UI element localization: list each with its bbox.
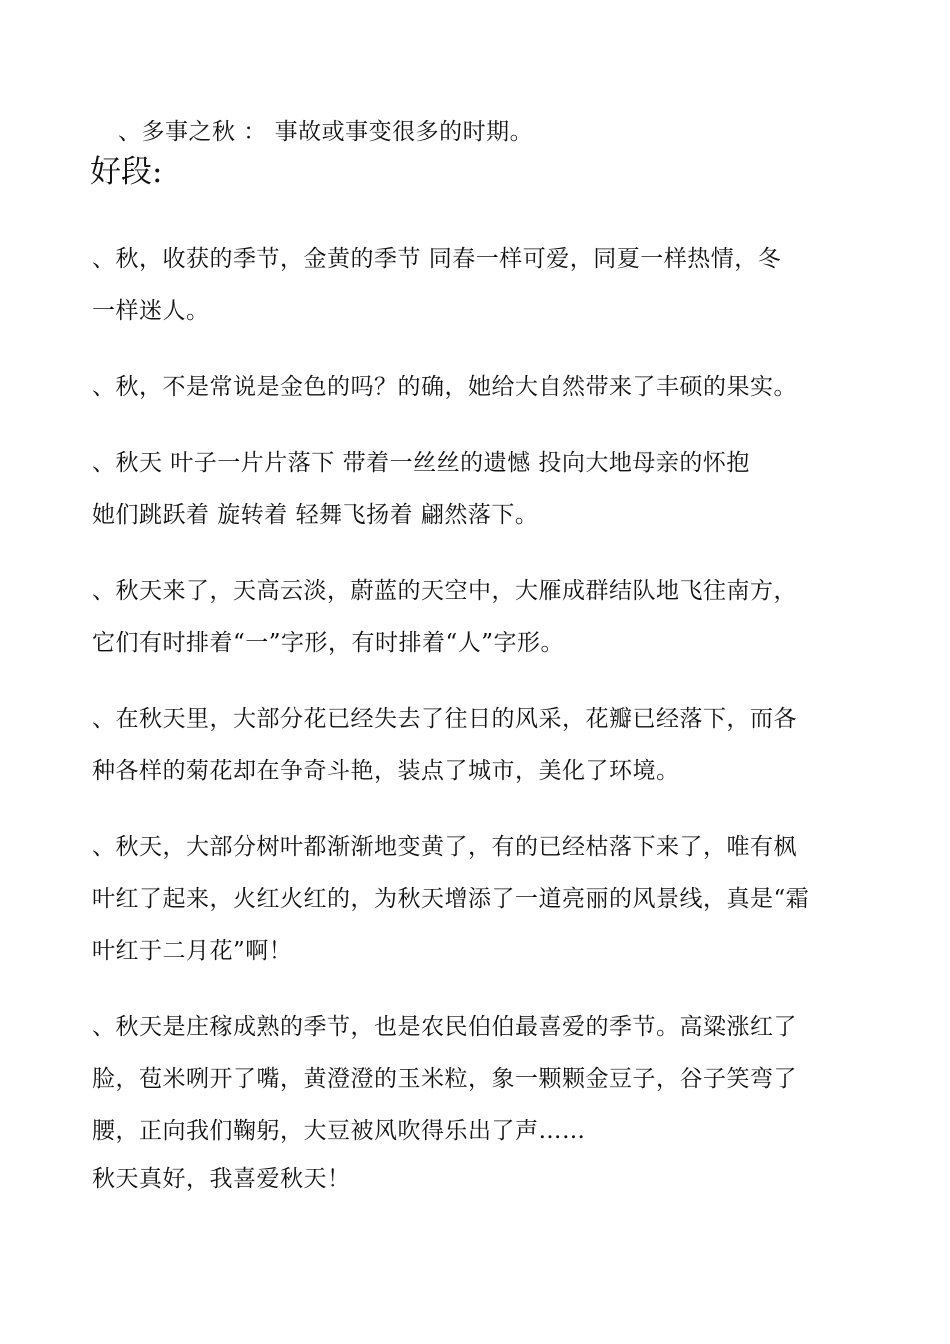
paragraph-6-line-1: 、秋天，大部分树叶都渐渐地变黄了，有的已经枯落下来了，唯有枫 [92,834,797,860]
paragraph-5-line-1: 、在秋天里，大部分花已经失去了往日的风采，花瓣已经落下，而各 [92,706,797,732]
paragraph-3-line-2: 她们跳跃着 旋转着 轻舞飞扬着 翩然落下。 [92,502,539,528]
paragraph-5-line-2: 种各样的菊花却在争奇斗艳，装点了城市，美化了环境。 [92,758,680,784]
paragraph-7-line-3: 腰，正向我们鞠躬，大豆被风吹得乐出了声…… [92,1118,586,1144]
paragraph-1-line-1: 、秋，收获的季节，金黄的季节 同春一样可爱，同夏一样热情，冬 [92,246,782,272]
paragraph-7-line-1: 、秋天是庄稼成熟的季节，也是农民伯伯最喜爱的季节。高粱涨红了 [92,1014,797,1040]
paragraph-6-line-2: 叶红了起来，火红火红的，为秋天增添了一道亮丽的风景线，真是“霜 [92,886,810,912]
paragraph-7-line-2: 脸，苞米咧开了嘴，黄澄澄的玉米粒，象一颗颗金豆子，谷子笑弯了 [92,1066,797,1092]
paragraph-6-line-3: 叶红于二月花”啊！ [92,938,293,964]
idiom-line: 、多事之秋 ： 事故或事变很多的时期。 [118,119,534,145]
paragraph-1-line-2: 一样迷人。 [92,298,210,324]
paragraph-4-line-2: 它们有时排着“一”字形，有时排着“人”字形。 [92,630,565,656]
paragraph-2-line-1: 、秋，不是常说是金色的吗？的确，她给大自然带来了丰硕的果实。 [92,374,797,400]
paragraph-4-line-1: 、秋天来了，天高云淡，蔚蓝的天空中，大雁成群结队地飞往南方， [92,578,797,604]
paragraph-3-line-1: 、秋天 叶子一片片落下 带着一丝丝的遗憾 投向大地母亲的怀抱 [92,450,750,476]
paragraph-7-line-4: 秋天真好，我喜爱秋天！ [92,1166,351,1192]
section-heading: 好段: [90,154,163,190]
